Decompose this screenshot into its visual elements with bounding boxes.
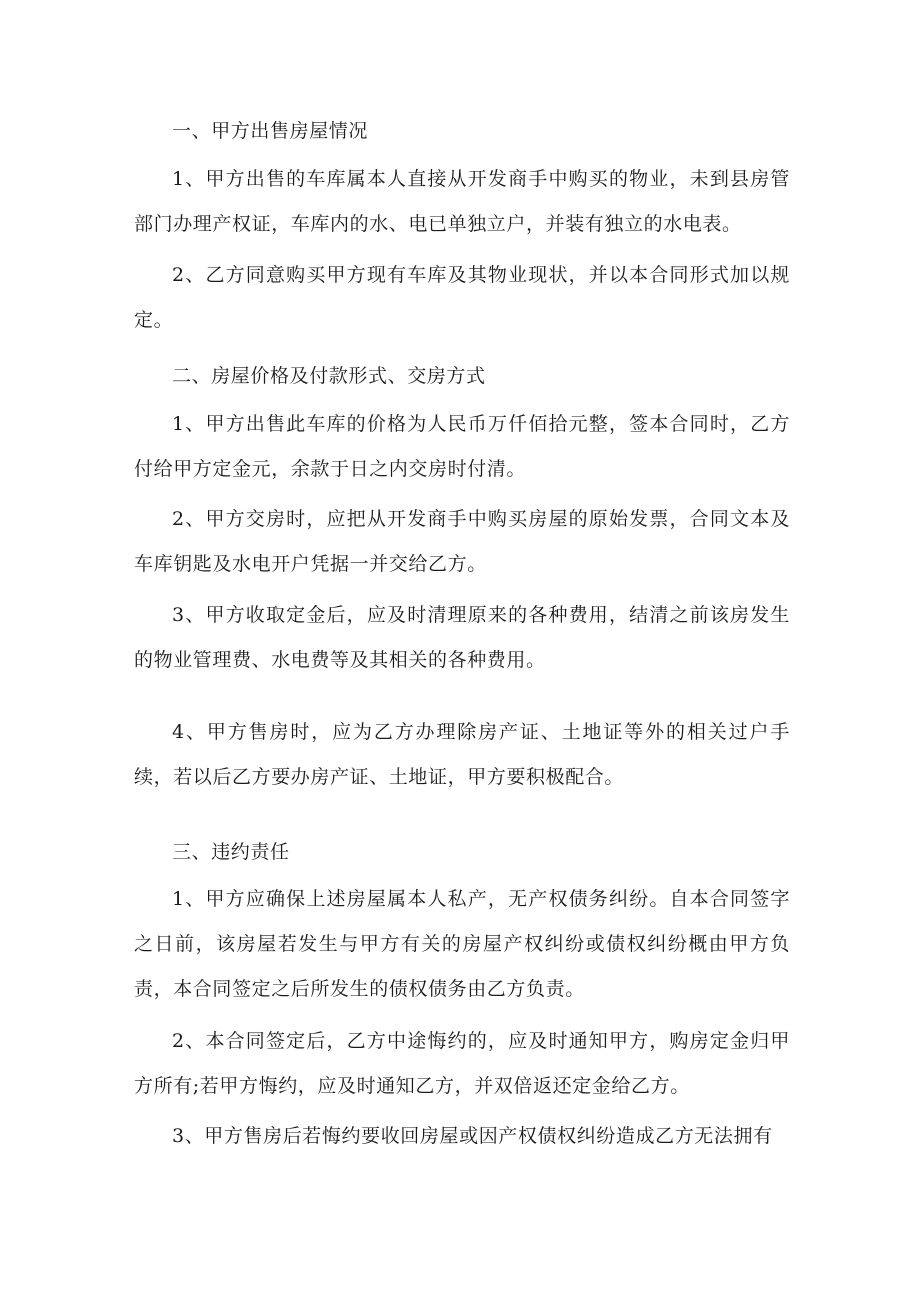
- section-3-heading: 三、违约责任: [172, 841, 290, 863]
- section-3-paragraph-1: 1、甲方应确保上述房屋属本人私产，无产权债务纠纷。自本合同签字之日前，该房屋若发生与甲方有关的房屋产权纠纷或债权纠纷概由甲方负责，本合同签定之后所发生的债权债务由乙方负责。: [134, 888, 790, 1000]
- section-1-paragraph-2: 2、乙方同意购买甲方现有车库及其物业现状，并以本合同形式加以规定。: [134, 264, 790, 331]
- section-2-paragraph-4: 4、甲方售房时，应为乙方办理除房产证、土地证等外的相关过户手续，若以后乙方要办房产证、土地证，甲方要积极配合。: [134, 721, 790, 788]
- section-3-paragraph-2: 2、本合同签定后，乙方中途悔约的，应及时通知甲方，购房定金归甲方所有;若甲方悔约，应及时通知乙方，并双倍返还定金给乙方。: [134, 1030, 790, 1097]
- section-1-heading: 一、甲方出售房屋情况: [172, 120, 369, 142]
- section-3-paragraph-3: 3、甲方售房后若悔约要收回房屋或因产权债权纠纷造成乙方无法拥有: [172, 1125, 773, 1147]
- section-2-heading: 二、房屋价格及付款形式、交房方式: [172, 365, 486, 387]
- section-2-paragraph-3: 3、甲方收取定金后，应及时清理原来的各种费用，结清之前该房发生的物业管理费、水电费等及其相关的各种费用。: [134, 604, 790, 671]
- section-2-paragraph-1: 1、甲方出售此车库的价格为人民币万仟佰拾元整，签本合同时，乙方付给甲方定金元，余款于日之内交房时付清。: [134, 413, 790, 480]
- section-1-paragraph-1: 1、甲方出售的车库属本人直接从开发商手中购买的物业，未到县房管部门办理产权证，车库内的水、电已单独立户，并装有独立的水电表。: [134, 168, 790, 235]
- section-2-paragraph-2: 2、甲方交房时，应把从开发商手中购买房屋的原始发票，合同文本及车库钥匙及水电开户凭据一并交给乙方。: [134, 508, 790, 575]
